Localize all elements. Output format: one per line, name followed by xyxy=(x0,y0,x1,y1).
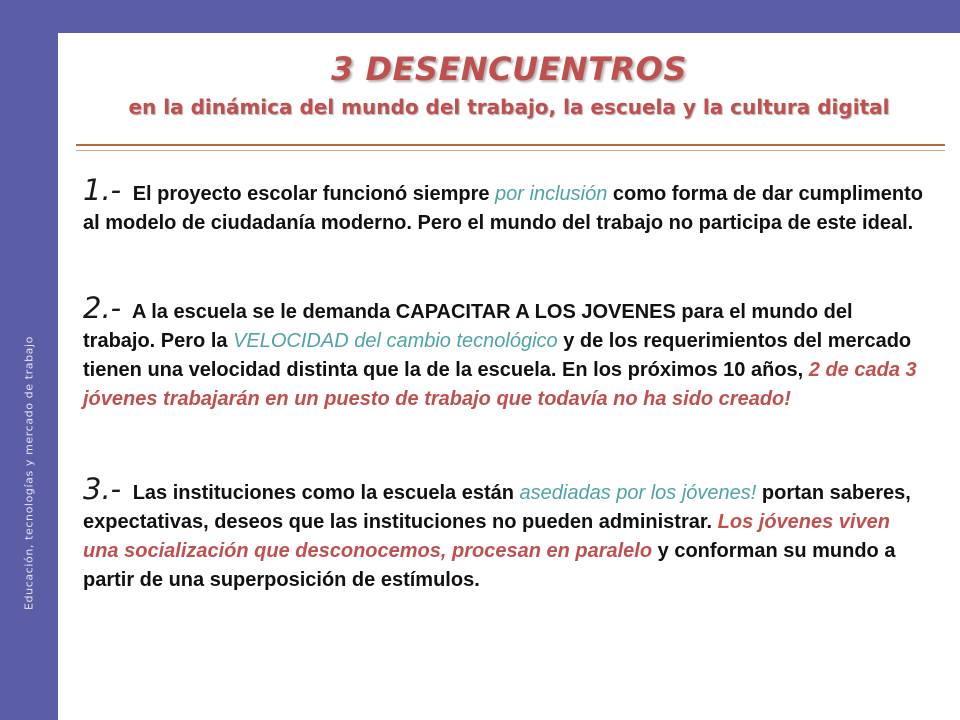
point-text: como forma de dar cumplimento al modelo de ciudadanía moderno. Pero el mundo del trabajo no participa de este ideal. xyxy=(83,183,923,234)
divider-rule xyxy=(76,144,945,151)
top-banner xyxy=(0,0,960,33)
point-3 xyxy=(83,472,923,595)
point-text: y conforman su mundo a partir de una superposición de estímulos. xyxy=(83,540,896,591)
point-text: A la escuela se le demanda CAPACITAR A LOS JOVENES para el mundo del trabajo. Pero la xyxy=(83,301,853,352)
slide-subtitle: en la dinámica del mundo del trabajo, la escuela y la cultura digital xyxy=(128,95,890,119)
point-1 xyxy=(83,173,923,238)
side-label: Educación, tecnologías y mercado de trabajo xyxy=(22,335,36,611)
point-text: portan saberes, expectativas, deseos que las instituciones no pueden administrar. xyxy=(83,482,911,533)
side-banner xyxy=(0,33,58,720)
red-highlight: Los jóvenes viven una socialización que desconocemos, procesan en paralelo xyxy=(83,511,890,562)
teal-highlight: por inclusión xyxy=(495,183,608,205)
point-text: Las instituciones como la escuela están xyxy=(132,482,514,504)
red-highlight: 2 de cada 3 jóvenes trabajarán en un puesto de trabajo que todavía no ha sido creado! xyxy=(83,359,917,410)
slide-title: 3 DESENCUENTROS xyxy=(331,50,687,88)
teal-highlight: asediadas por los jóvenes! xyxy=(519,482,757,504)
point-number: 1.- xyxy=(83,173,122,207)
point-2 xyxy=(83,291,923,414)
point-text: y de los requerimientos del mercado tienen una velocidad distinta que la de la escuela. En los próximos 10 años, xyxy=(83,330,912,381)
teal-highlight: VELOCIDAD del cambio tecnológico xyxy=(233,330,558,352)
point-text: El proyecto escolar funcionó siempre xyxy=(132,183,490,205)
point-number: 3.- xyxy=(83,472,122,506)
point-number: 2.- xyxy=(83,291,122,325)
